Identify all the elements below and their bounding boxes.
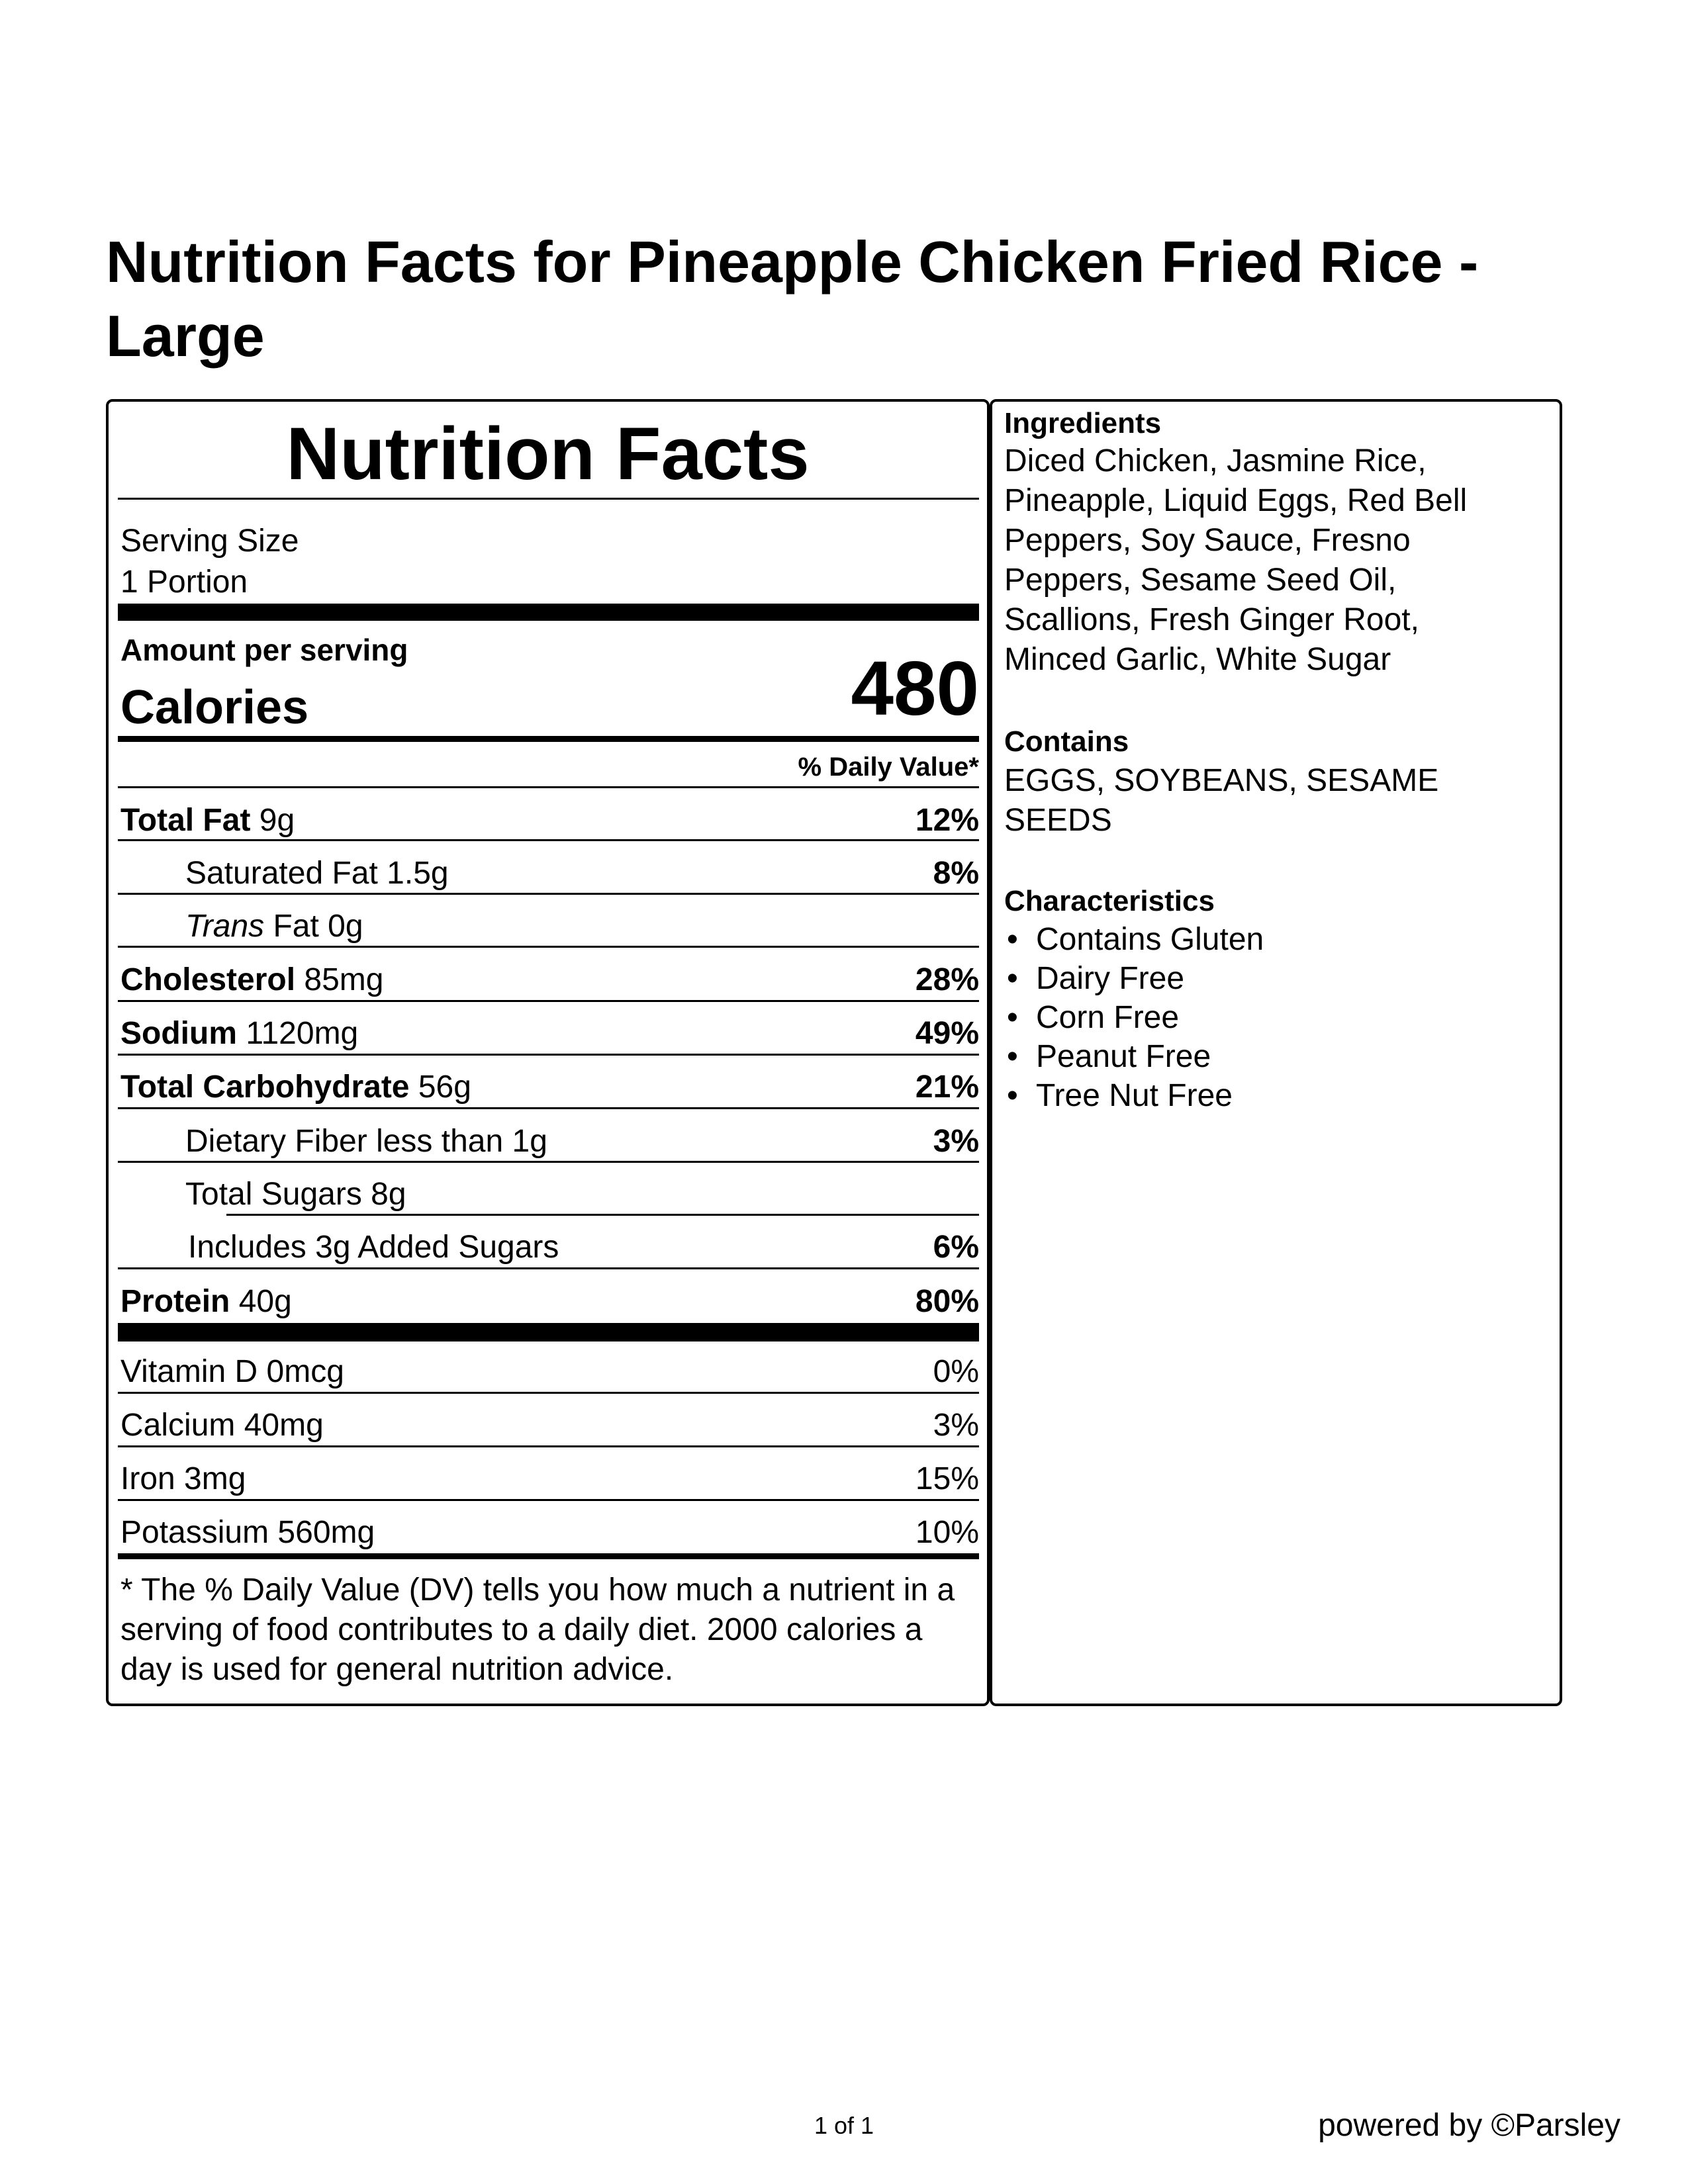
- saturated-fat-dv: 8%: [933, 856, 979, 891]
- row-divider: [118, 893, 979, 895]
- powered-by: powered by ©Parsley: [1318, 2108, 1620, 2143]
- calories-value: 480: [851, 645, 979, 731]
- row-divider: [118, 1054, 979, 1056]
- trans-fat-amount: Fat 0g: [273, 909, 363, 944]
- heading-divider: [118, 498, 979, 500]
- protein-dv: 80%: [915, 1284, 979, 1319]
- total-carbohydrate-dv: 21%: [915, 1069, 979, 1105]
- total-sugars-label: Total Sugars 8g: [185, 1177, 406, 1212]
- bullet-icon: •: [1007, 1000, 1018, 1035]
- total-fat-row: [120, 801, 295, 840]
- thick-divider: [118, 1323, 979, 1342]
- amount-per-serving: Amount per serving: [120, 633, 408, 667]
- row-divider: [118, 1000, 979, 1002]
- saturated-fat-label: Saturated Fat 1.5g: [185, 856, 449, 891]
- list-item: • Contains Gluten: [1004, 920, 1264, 959]
- medium-divider: [118, 1553, 979, 1559]
- list-item: • Tree Nut Free: [1004, 1076, 1264, 1115]
- bullet-icon: •: [1007, 922, 1018, 957]
- nutrient-name: Protein: [120, 1284, 230, 1319]
- potassium-label: Potassium 560mg: [120, 1515, 375, 1550]
- bullet-icon: •: [1007, 1039, 1018, 1074]
- row-divider: [118, 786, 979, 788]
- total-fat-dv: 12%: [915, 803, 979, 838]
- daily-value-header: % Daily Value*: [798, 752, 979, 782]
- sodium-dv: 49%: [915, 1016, 979, 1051]
- row-divider: [118, 1445, 979, 1447]
- bullet-icon: •: [1007, 961, 1018, 996]
- list-item: • Dairy Free: [1004, 959, 1264, 998]
- vitamin-d-dv: 0%: [933, 1354, 979, 1389]
- row-divider: [118, 1392, 979, 1394]
- nutrient-name: Total Fat: [120, 803, 251, 838]
- nutrient-amount: 85mg: [304, 962, 384, 997]
- daily-value-footnote: * The % Daily Value (DV) tells you how much a nutrient in a serving of food contributes to a daily diet. 2000 calories a day is used for general nutrition advice.: [120, 1572, 955, 1687]
- row-divider: [118, 1161, 979, 1163]
- contains-text: EGGS, SOYBEANS, SESAME SEEDS: [1004, 763, 1439, 838]
- nutrition-label: [106, 399, 990, 1706]
- cholesterol-row: [120, 961, 383, 999]
- page-title: Nutrition Facts for Pineapple Chicken Fried Rice - Large: [106, 229, 1479, 369]
- protein-row: [120, 1283, 292, 1321]
- ingredients-text: Diced Chicken, Jasmine Rice, Pineapple, Liquid Eggs, Red Bell Peppers, Soy Sauce, Fresno Peppers, Sesame Seed Oil, Scallions, Fresh Ginger Root, Minced Garlic, White Sugar: [1004, 443, 1468, 677]
- page-number: 1 of 1: [814, 2112, 874, 2139]
- cholesterol-dv: 28%: [915, 962, 979, 997]
- contains-heading: Contains: [1004, 725, 1129, 758]
- ingredients-heading: Ingredients: [1004, 407, 1162, 439]
- serving-size-label: Serving Size: [120, 523, 299, 559]
- indented-divider: [226, 1214, 979, 1216]
- potassium-dv: 10%: [915, 1515, 979, 1550]
- info-panel: [990, 399, 1562, 1706]
- row-divider: [118, 1499, 979, 1501]
- nutrient-name: Sodium: [120, 1016, 237, 1051]
- nutrition-facts-heading: Nutrition Facts: [286, 412, 810, 495]
- dietary-fiber-dv: 3%: [933, 1124, 979, 1159]
- row-divider: [118, 839, 979, 841]
- nutrient-amount: 1120mg: [246, 1016, 359, 1051]
- thick-divider: [118, 604, 979, 621]
- trans-fat-label: [185, 907, 363, 946]
- characteristics-list: [1004, 920, 1264, 1115]
- nutrient-amount: 56g: [418, 1069, 471, 1105]
- trans-word: Trans: [185, 909, 265, 944]
- nutrient-amount: 9g: [259, 803, 295, 838]
- list-item: • Corn Free: [1004, 998, 1264, 1037]
- calcium-dv: 3%: [933, 1408, 979, 1443]
- bullet-icon: •: [1007, 1078, 1018, 1113]
- iron-dv: 15%: [915, 1461, 979, 1496]
- total-carbohydrate-row: [120, 1068, 471, 1107]
- row-divider: [118, 1107, 979, 1109]
- calories-label: Calories: [120, 681, 309, 734]
- sodium-row: [120, 1015, 358, 1053]
- vitamin-d-label: Vitamin D 0mcg: [120, 1354, 344, 1389]
- serving-size-value: 1 Portion: [120, 565, 248, 600]
- medium-divider: [118, 736, 979, 742]
- row-divider: [118, 1267, 979, 1269]
- characteristics-heading: Characteristics: [1004, 885, 1215, 917]
- dietary-fiber-label: Dietary Fiber less than 1g: [185, 1124, 547, 1159]
- list-item: • Peanut Free: [1004, 1037, 1264, 1076]
- nutrient-name: Cholesterol: [120, 962, 296, 997]
- added-sugars-dv: 6%: [933, 1230, 979, 1265]
- added-sugars-label: Includes 3g Added Sugars: [188, 1230, 559, 1265]
- nutrient-amount: 40g: [238, 1284, 292, 1319]
- iron-label: Iron 3mg: [120, 1461, 246, 1496]
- nutrient-name: Total Carbohydrate: [120, 1069, 410, 1105]
- calcium-label: Calcium 40mg: [120, 1408, 324, 1443]
- row-divider: [118, 946, 979, 948]
